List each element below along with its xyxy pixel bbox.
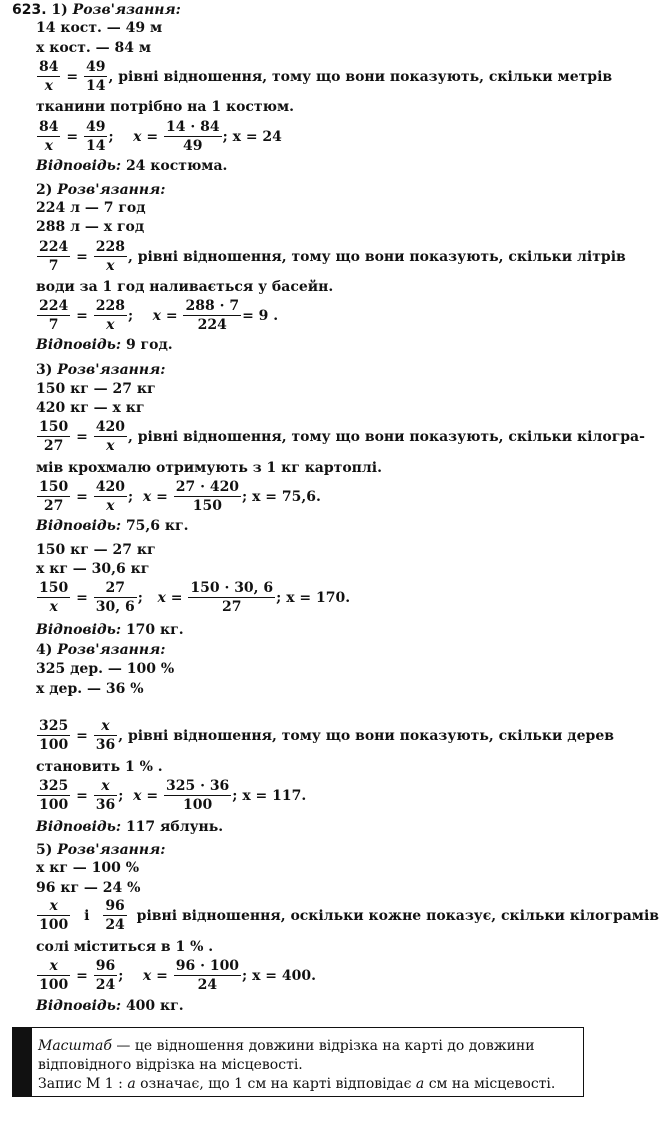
part5-line1: x кг — 100 % [36, 860, 140, 876]
part1-ratio-text: , рівні відношення, тому що вони показують, скільки метрів [108, 68, 613, 85]
variable-a: a [415, 1076, 425, 1092]
part2-calc-tail: = 9 . [242, 307, 279, 324]
part1-line1: 14 кост. — 49 м [36, 20, 163, 36]
definition-text: см на місцевості. [424, 1076, 556, 1092]
part3-calc-row: $\frac{150}{27}$ = $\frac{420}{x}$ ; x = $\frac{27 \cdot 420}{150}$ ; x = 75,6. [39, 479, 321, 514]
part3-ratio-row: $\frac{150}{27}$ = $\frac{420}{x}$ , рівні відношення, тому що вони показують, скільки кілогра- [39, 419, 645, 454]
part2-label: 2) [36, 182, 53, 198]
part2-answer [36, 335, 173, 355]
part4-ratio-row: $\frac{325}{100}$ = $\frac{x}{36}$ , рівні відношення, тому що вони показують, скільки дерев [39, 718, 614, 753]
solution-label: Розв'язання: [57, 182, 166, 198]
part3-line2: 420 кг — x кг [36, 400, 145, 416]
part5-label: 5) [36, 842, 53, 858]
part5-calc-tail: ; x = 400. [242, 967, 317, 984]
part5-ratio-text: рівні відношення, оскільки кожне показує, скільки кілограмів [136, 907, 660, 924]
answer-value: 170 кг. [125, 622, 184, 638]
part4-header [36, 640, 165, 660]
part3-calc2-row: $\frac{150}{x}$ = $\frac{27}{30, 6}$ ; x = $\frac{150 \cdot 30, 6}{27}$ ; x = 170. [39, 580, 351, 615]
part3-answer [36, 516, 188, 536]
part3-ratio-text-b: мів крохмалю отримують з 1 кг картоплі. [36, 460, 382, 476]
answer-value: 400 кг. [125, 998, 184, 1014]
variable-a: a [127, 1076, 136, 1092]
solution-label: Розв'язання: [57, 362, 166, 378]
part4-line2: x дер. — 36 % [36, 681, 144, 697]
part3-line3: 150 кг — 27 кг [36, 542, 156, 558]
part2-ratio-row: $\frac{224}{7}$ = $\frac{228}{x}$ , рівні відношення, тому що вони показують, скільки літрів [39, 239, 626, 274]
answer-label: Відповідь: [36, 819, 122, 835]
problem-header [12, 0, 181, 20]
part4-label: 4) [36, 642, 53, 658]
part1-calc-row: $\frac{84}{x}$ = $\frac{49}{14}$ ; x = $\frac{14 \cdot 84}{49}$ ; x = 24 [39, 119, 282, 154]
and-word: і [84, 907, 90, 924]
answer-value: 75,6 кг. [125, 518, 189, 534]
part4-calc-row: $\frac{325}{100}$ = $\frac{x}{36}$ ; x = $\frac{325 \cdot 36}{100}$ ; x = 117. [39, 778, 307, 813]
part5-header [36, 840, 165, 860]
part4-ratio-text: , рівні відношення, тому що вони показують, скільки дерев [118, 727, 614, 744]
solution-label: Розв'язання: [57, 642, 166, 658]
part3-label: 3) [36, 362, 53, 378]
part2-line1: 224 л — 7 год [36, 200, 146, 216]
part2-header [36, 180, 165, 200]
part2-ratio-text: , рівні відношення, тому що вони показують, скільки літрів [127, 248, 626, 265]
part3-line1: 150 кг — 27 кг [36, 381, 156, 397]
part1-ratio-text-b: тканини потрібно на 1 костюм. [36, 99, 295, 115]
fraction: $\frac{84}{x}$ [39, 59, 59, 94]
definition-line1 [38, 1036, 535, 1056]
answer-label: Відповідь: [36, 337, 122, 353]
part2-line2: 288 л — x год [36, 219, 145, 235]
part3-calc-tail: ; x = 75,6. [242, 488, 321, 505]
part5-ratio-text-b: солі міститься в 1 % . [36, 939, 214, 955]
part4-ratio-text-b: становить 1 % . [36, 759, 163, 775]
definition-text: Запис М 1 : [38, 1076, 128, 1092]
part3-header [36, 360, 165, 380]
part4-line1: 325 дер. — 100 % [36, 661, 175, 677]
answer-value: 24 костюма. [125, 158, 228, 174]
part1-answer [36, 156, 227, 176]
answer-label: Відповідь: [36, 518, 122, 534]
definition-term: Масштаб [38, 1038, 112, 1054]
solution-label: Розв'язання: [57, 842, 166, 858]
definition-text: — це відношення довжини відрізка на карті до довжини [111, 1038, 535, 1054]
fraction: $\frac{49}{14}$ [85, 59, 106, 94]
part1-calc-tail: ; x = 24 [222, 128, 282, 145]
answer-label: Відповідь: [36, 998, 122, 1014]
part3-calc2-tail: ; x = 170. [276, 589, 351, 606]
part4-answer [36, 817, 223, 837]
part2-ratio-text-b: води за 1 год наливається у басейн. [36, 279, 334, 295]
answer-label: Відповідь: [36, 622, 122, 638]
definition-line3 [38, 1074, 555, 1094]
part5-ratio-row: $\frac{x}{100}$ і $\frac{96}{24}$ рівні відношення, оскільки кожне показує, скільки кілограмів [39, 898, 660, 933]
part1-ratio-row: $\frac{84}{x}$ = $\frac{49}{14}$ , рівні відношення, тому що вони показують, скільки метрів [39, 59, 613, 94]
part1-line2: x кост. — 84 м [36, 40, 152, 56]
problem-number: 623. [12, 2, 47, 18]
part3-answer2 [36, 620, 184, 640]
part5-calc-row: $\frac{x}{100}$ = $\frac{96}{24}$ ; x = $\frac{96 \cdot 100}{24}$ ; x = 400. [39, 958, 317, 993]
part5-answer [36, 996, 184, 1016]
box-accent-bar [12, 1028, 32, 1096]
part2-calc-row: $\frac{224}{7}$ = $\frac{228}{x}$ ; x = $\frac{288 \cdot 7}{224}$ = 9 . [39, 298, 279, 333]
answer-value: 9 год. [125, 337, 173, 353]
part3-line4: x кг — 30,6 кг [36, 561, 150, 577]
part3-ratio-text: , рівні відношення, тому що вони показують, скільки кілогра- [127, 428, 645, 445]
part1-label: 1) [51, 2, 68, 18]
definition-line2: відповідного відрізка на місцевості. [38, 1057, 303, 1073]
definition-text: означає, що 1 см на карті відповідає [135, 1076, 416, 1092]
solution-label: Розв'язання: [72, 2, 181, 18]
part5-line2: 96 кг — 24 % [36, 880, 141, 896]
definition-box [12, 1027, 584, 1097]
answer-label: Відповідь: [36, 158, 122, 174]
part4-calc-tail: ; x = 117. [232, 787, 307, 804]
answer-value: 117 яблунь. [125, 819, 224, 835]
